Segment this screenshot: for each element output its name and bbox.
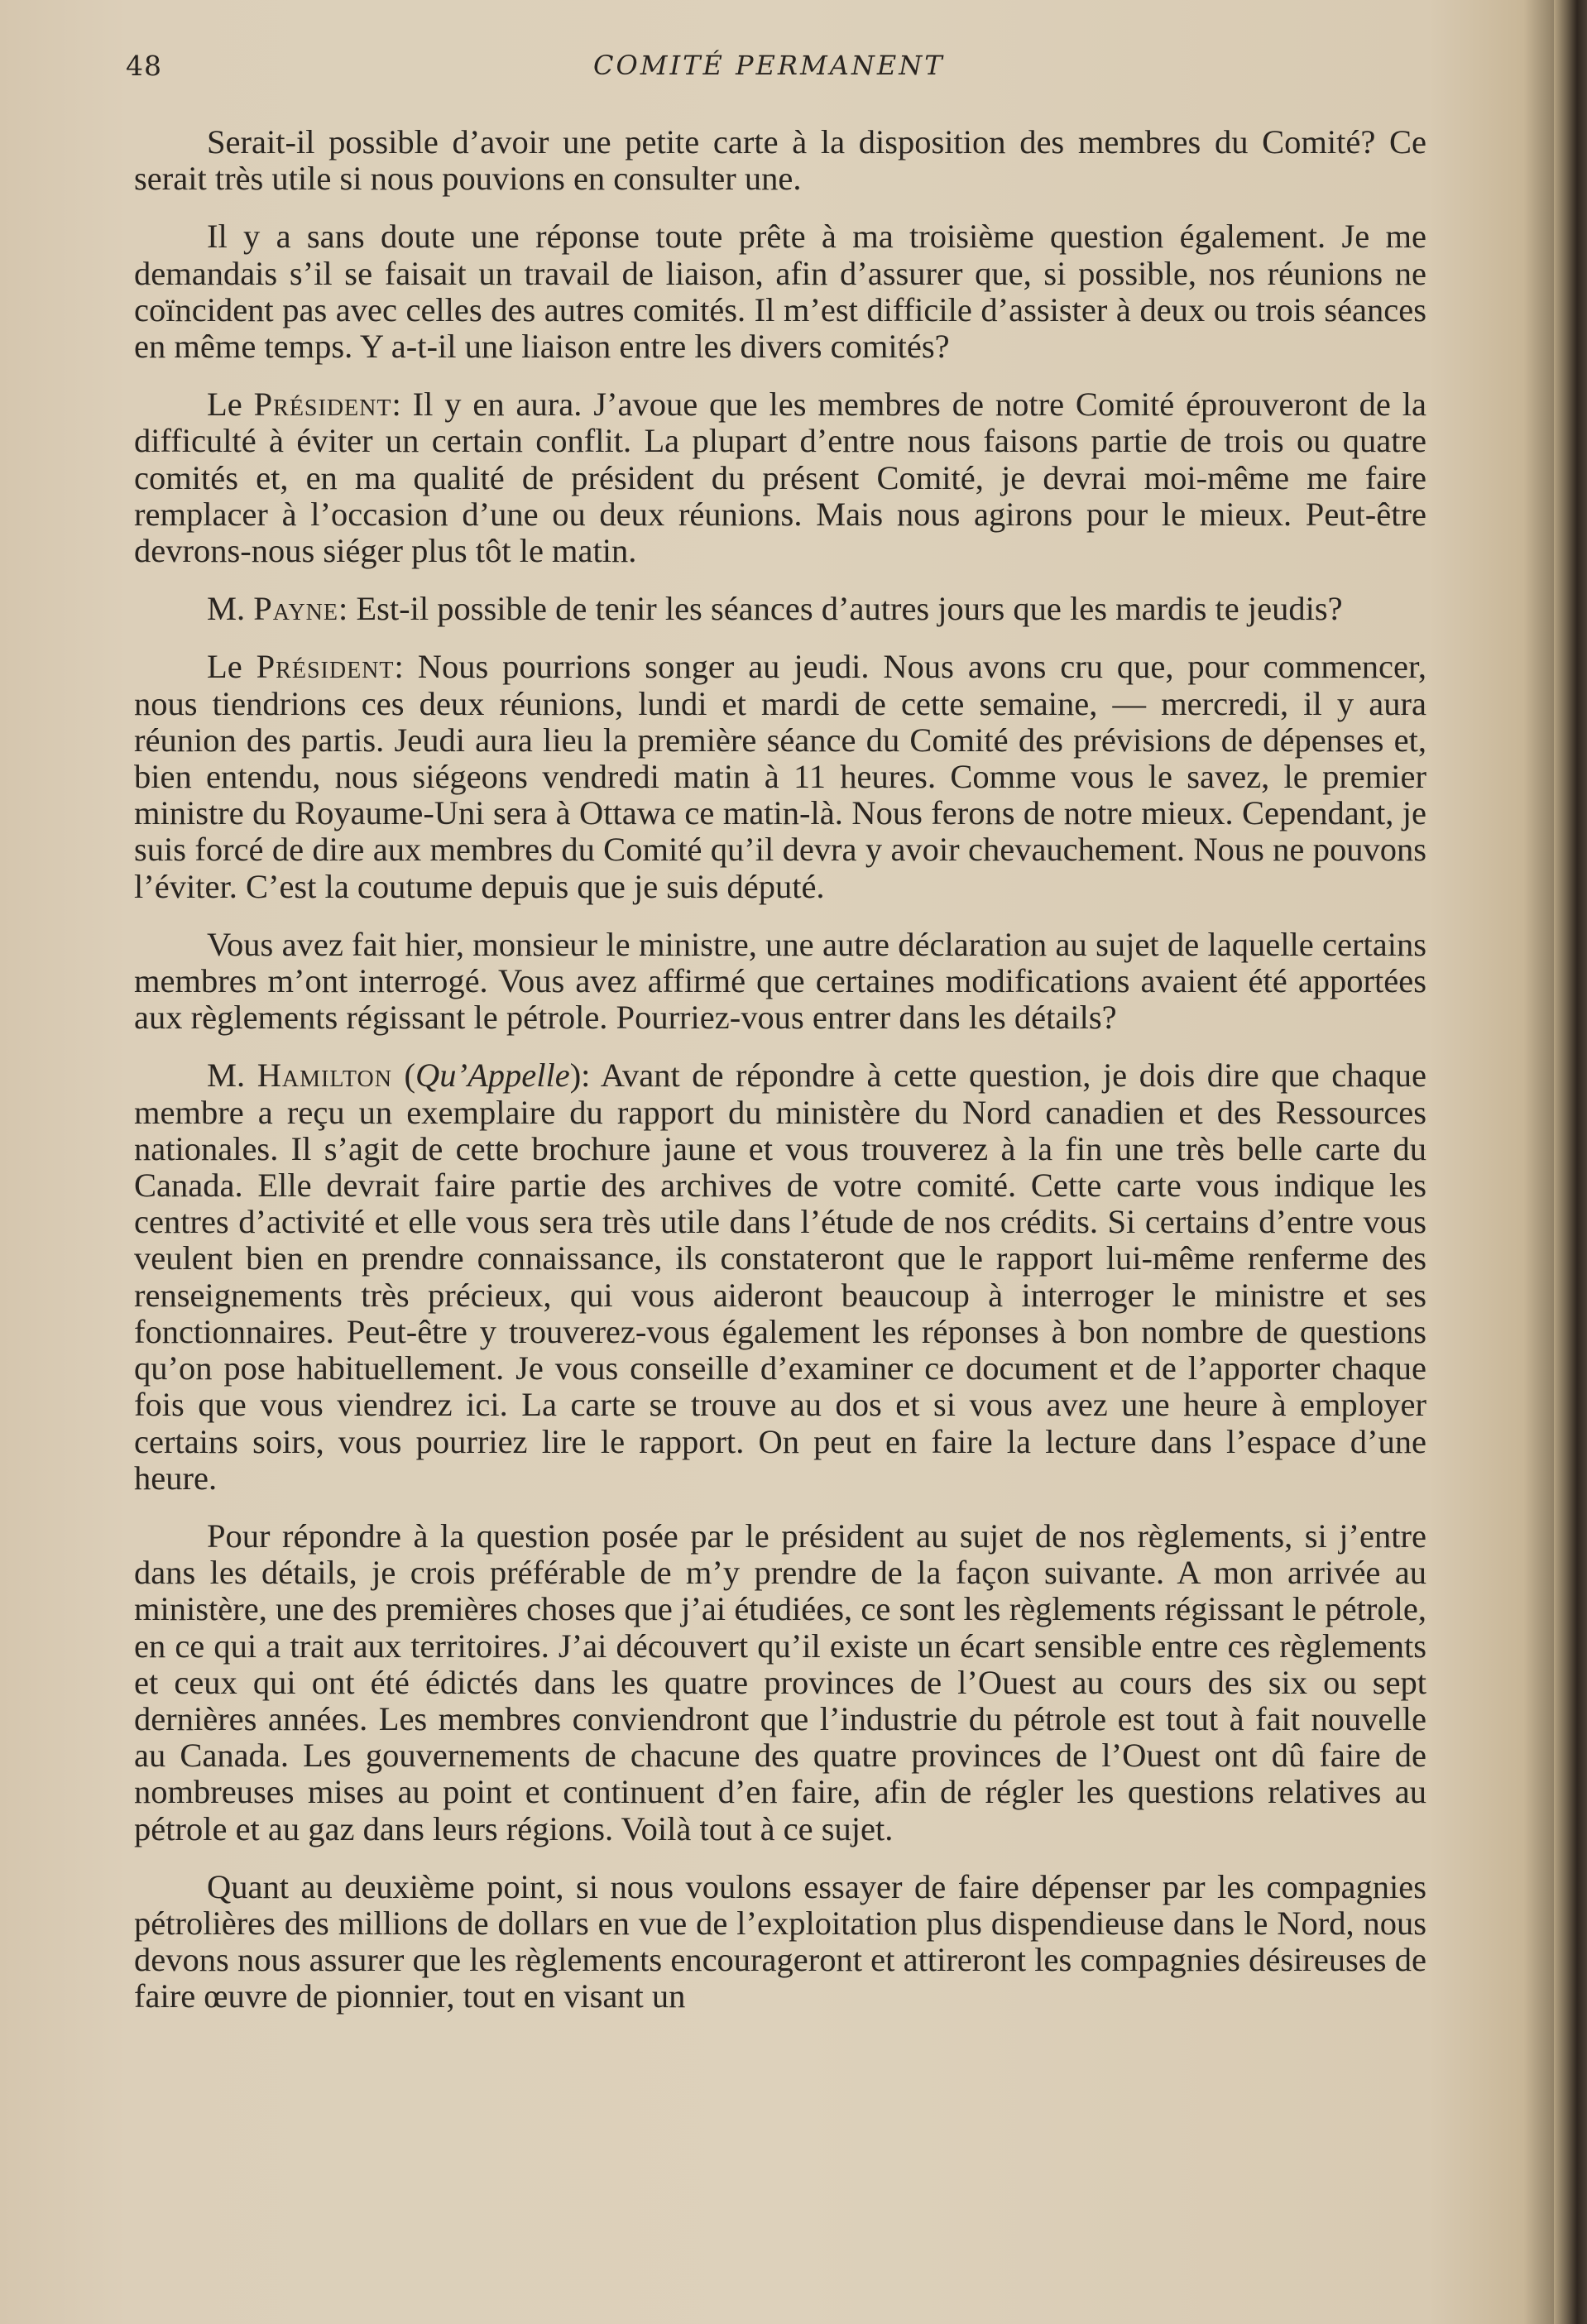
paragraph xyxy=(134,218,1426,365)
speaker-name: Hamilton xyxy=(257,1057,392,1095)
speaker-colon: ): xyxy=(569,1057,601,1095)
speech-paragraph xyxy=(134,1057,1426,1496)
paragraph-text: Il y en aura. J’avoue que les membres de notre Comité éprouveront de la difficulté à éviter un certain conflit. La plupart d’entre nous faisons partie de trois ou quatre comités et, en ma qualité de président du présent Comité, je devrai moi-même me faire remplacer à l’occasion d’une ou deux réunions. Mais nous agirons pour le mieux. Peut-être devrons-nous siéger plus tôt le matin. xyxy=(134,386,1427,570)
paragraph xyxy=(134,1518,1426,1847)
paragraph-text: Pour répondre à la question posée par le président au sujet de nos règlements, si j’entre dans les détails, je crois préférable de m’y prendre de la façon suivante. A mon arrivée au ministère, une des premières choses que j’ai étudiées, ce sont les règlements régissant le pétrole, en ce qui a trait aux territoires. J’ai découvert qu’il existe un écart sensible entre ces règlements et ceux qui ont été édictés dans les quatre provinces de l’Ouest au cours des six ou sept dernières années. Les membres conviendront que l’industrie du pétrole est tout à fait nouvelle au Canada. Les gouvernements de chacune des quatre provinces de l’Ouest ont dû faire de nombreuses mises au point et continuent d’en faire, afin de régler les questions relatives au pétrole et au gaz dans leurs régions. Voilà tout à ce sujet. xyxy=(134,1517,1426,1847)
paragraph-text: Serait-il possible d’avoir une petite carte à la disposition des membres du Comité? Ce serait très utile si nous pouvions en consulter une. xyxy=(134,123,1426,198)
speaker-name: Président xyxy=(256,648,395,686)
speaker-title: Le xyxy=(207,648,257,686)
speaker-title: M. xyxy=(207,590,254,628)
paragraph-text: Est-il possible de tenir les séances d’autres jours que les mardis te jeudis? xyxy=(356,590,1343,628)
speaker-title: Le xyxy=(207,386,254,424)
paragraph-text: Vous avez fait hier, monsieur le ministre, une autre déclaration au sujet de laquelle certains membres m’ont interrogé. Vous avez affirmé que certaines modifications avaient été apportées aux règlements régissant le pétrole. Pourriez-vous entrer dans les détails? xyxy=(134,925,1426,1037)
speaker-riding: Qu’Appelle xyxy=(415,1057,570,1095)
running-header xyxy=(126,50,1466,91)
running-title: COMITÉ PERMANENT xyxy=(593,50,945,81)
speaker-name: Président xyxy=(253,386,392,424)
speaker-colon: : xyxy=(338,590,357,628)
speaker-colon: : xyxy=(391,386,413,424)
speaker-colon: : xyxy=(394,648,418,686)
speech-paragraph xyxy=(134,386,1426,569)
speech-paragraph xyxy=(134,649,1426,904)
book-spine-shadow xyxy=(1554,0,1587,2324)
paragraph xyxy=(134,124,1426,197)
speaker-title: M. xyxy=(207,1057,257,1095)
paragraph-text: Nous pourrions songer au jeudi. Nous avons cru que, pour commencer, nous tiendrions ces deux réunions, lundi et mardi de cette semaine, — mercredi, il y aura réunion des partis. Jeudi aura lieu la première séance du Comité des prévisions de dépenses et, bien entendu, nous siégeons vendredi matin à 11 heures. Comme vous le savez, le premier ministre du Royaume-Uni sera à Ottawa ce matin-là. Nous ferons de notre mieux. Cependant, je suis forcé de dire aux membres du Comité qu’il devra y avoir chevauchement. Nous ne pouvons l’éviter. C’est la coutume depuis que je suis député. xyxy=(134,648,1426,905)
paragraph xyxy=(134,927,1426,1037)
paragraph xyxy=(134,1869,1426,2015)
speaker-paren: ( xyxy=(391,1057,415,1095)
speaker-name: Payne xyxy=(253,590,338,628)
paragraph-text: Quant au deuxième point, si nous voulons essayer de faire dépenser par les compagnies pétrolières des millions de dollars en vue de l’exploitation plus dispendieuse dans le Nord, nous devons nous assurer que les règlements encourageront et attireront les compagnies désireuses de faire œuvre de pionnier, tout en visant un xyxy=(134,1867,1426,2015)
page-body xyxy=(134,124,1426,2037)
paragraph-text: Il y a sans doute une réponse toute prête à ma troisième question également. Je me demandais s’il se faisait un travail de liaison, afin d’assurer que, si possible, nos réunions ne coïncident pas avec celles des autres comités. Il m’est difficile d’assister à deux ou trois séances en même temps. Y a-t-il une liaison entre les divers comités? xyxy=(134,218,1426,366)
paragraph-text: Avant de répondre à cette question, je dois dire que chaque membre a reçu un exemplaire du rapport du ministère du Nord canadien et des Ressources nationales. Il s’agit de cette brochure jaune et vous trouverez à la fin une très belle carte du Canada. Elle devrait faire partie des archives de votre comité. Cette carte vous indique les centres d’activité et elle vous sera très utile dans l’étude de nos crédits. Si certains d’entre vous veulent bien en prendre connaissance, ils constateront que le rapport lui-même renferme des renseignements très précieux, qui vous aideront beaucoup à interroger le ministre et ses fonctionnaires. Peut-être y trouverez-vous également les réponses à bon nombre de questions qu’on pose habituellement. Je vous conseille d’examiner ce document et de l’apporter chaque fois que vous viendrez ici. La carte se trouve au dos et si vous avez une heure à employer certains soirs, vous pourriez lire le rapport. On peut en faire la lecture dans l’espace d’une heure. xyxy=(134,1057,1426,1497)
speech-paragraph xyxy=(134,591,1426,627)
page-number: 48 xyxy=(126,50,162,82)
